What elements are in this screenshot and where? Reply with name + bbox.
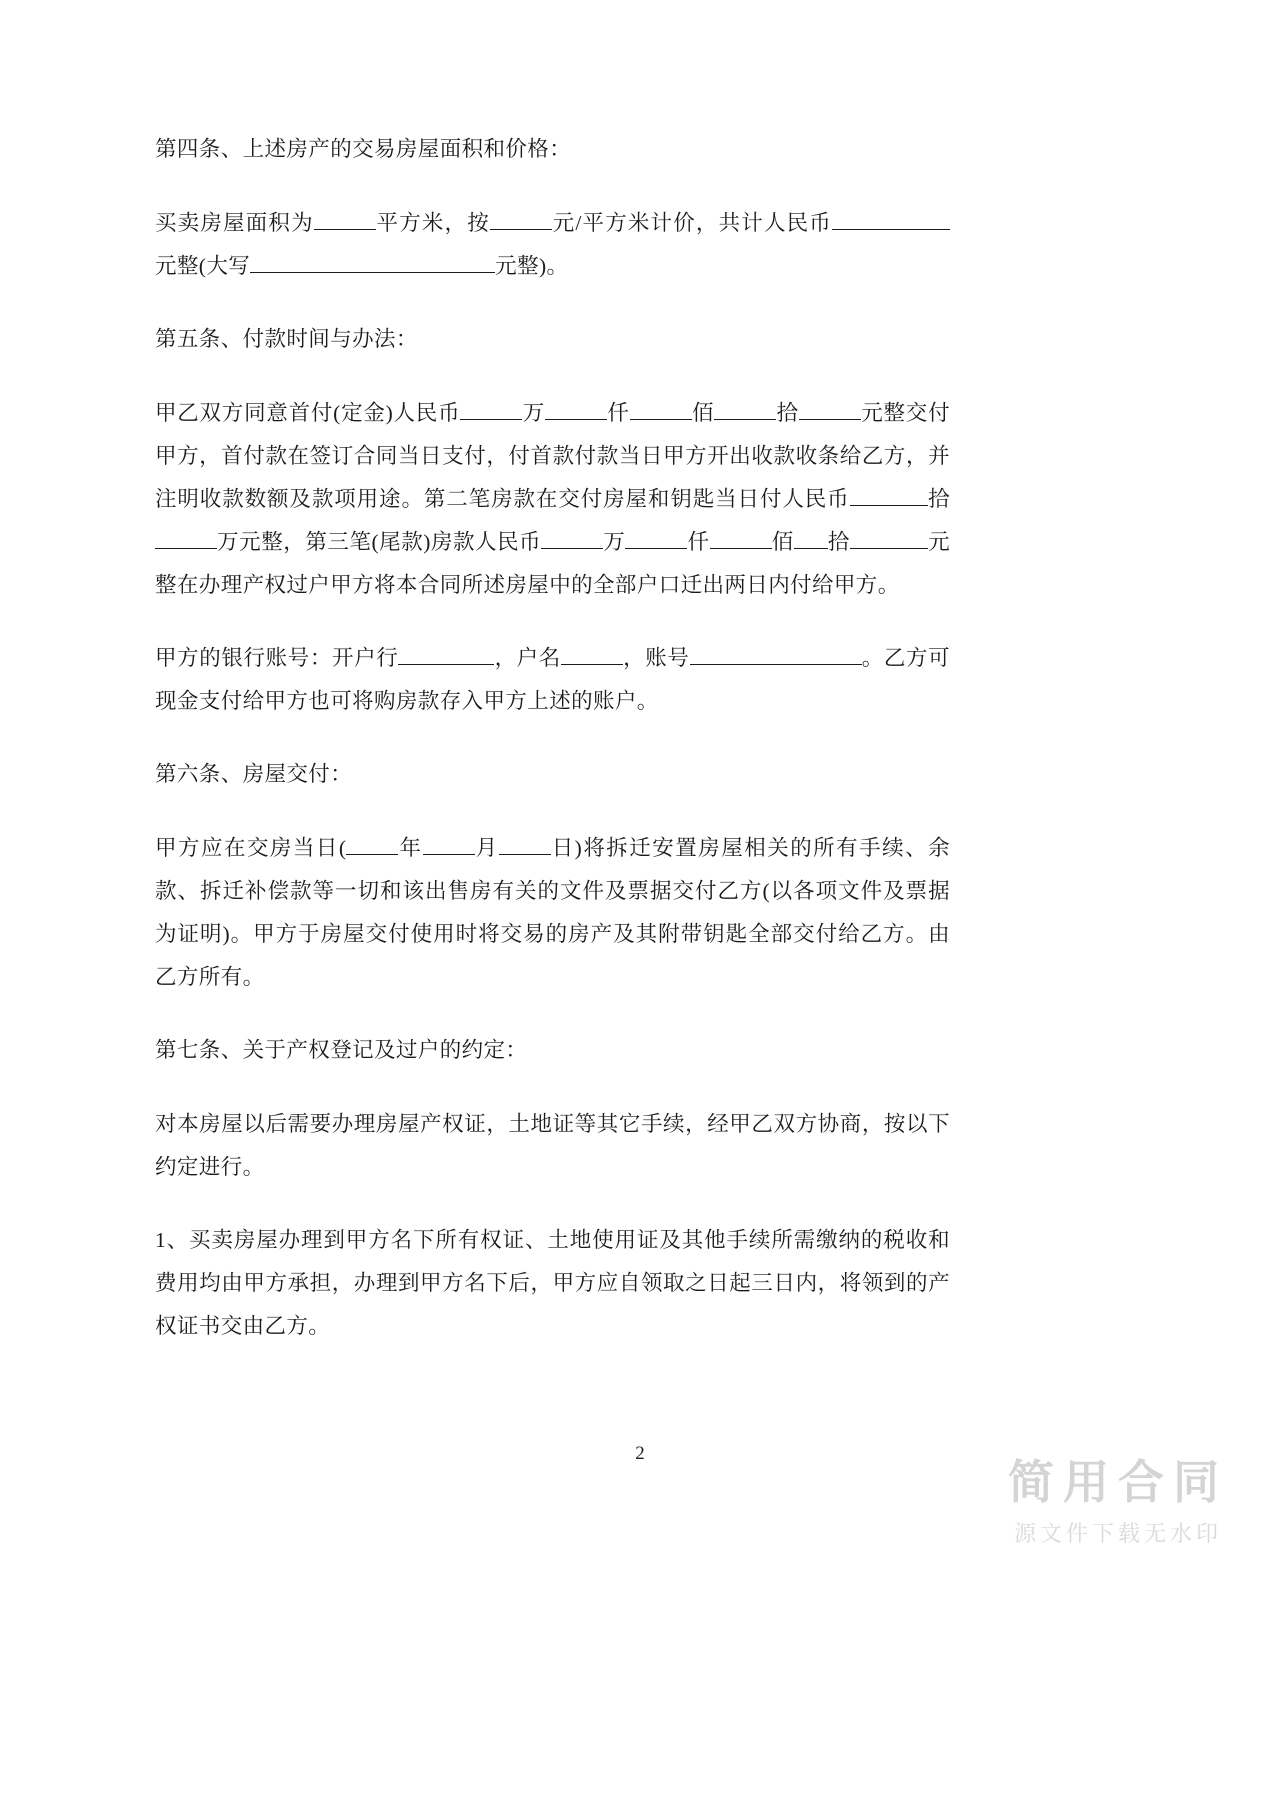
fill-in-blank[interactable] [423,831,475,855]
text-run: 甲乙双方同意首付(定金)人民币 [155,401,461,425]
fill-in-blank[interactable] [630,396,692,420]
fill-in-blank[interactable] [625,525,687,549]
fill-in-blank[interactable] [398,641,494,665]
fill-in-blank[interactable] [346,831,398,855]
text-run: 日)将拆迁安置房屋相关的所有手续、余款、拆迁补偿款等一切和该出售房有关的文件及票据交付乙方(以各项文件及票据为证明)。甲方于房屋交付使用时将交易的房产及其附带钥匙全部交付给乙方。由乙方所有。 [155,836,950,989]
text-run: 月 [474,836,499,860]
text-run: ，账号 [622,646,690,670]
article-7-body: 对本房屋以后需要办理房屋产权证，土地证等其它手续，经甲乙双方协商，按以下约定进行。 [155,1112,950,1179]
document-body [155,128,950,1378]
text-run: 佰 [691,401,715,425]
fill-in-blank[interactable] [690,641,862,665]
fill-in-blank[interactable] [155,525,217,549]
article-7-heading: 第七条、关于产权登记及过户的约定： [155,1038,528,1062]
text-run: ，户名 [494,646,561,670]
text-run: 万 [603,530,626,554]
fill-in-blank[interactable] [850,482,928,506]
fill-in-blank[interactable] [460,396,522,420]
article-6-body [155,827,950,999]
article-4-heading: 第四条、上述房产的交易房屋面积和价格： [155,137,572,161]
fill-in-blank[interactable] [490,206,552,230]
text-run: 买卖房屋面积为 [155,211,314,235]
fill-in-blank[interactable] [541,525,603,549]
fill-in-blank[interactable] [832,206,950,230]
article-6-heading: 第六条、房屋交付： [155,762,353,786]
text-run: 万元整，第三笔(尾款)房款人民币 [217,530,542,554]
article-7-item-1: 1、买卖房屋办理到甲方名下所有权证、土地使用证及其他手续所需缴纳的税收和费用均由甲方承担，办理到甲方名下后，甲方应自领取之日起三日内，将领到的产权证书交由乙方。 [155,1228,950,1338]
text-run: 元整在办理产权过户甲方将本合同所述房屋中的全部户口迁出两日内付给甲方。 [155,530,950,597]
text-run: 拾 [927,487,950,511]
text-run: 。乙方可现金支付给甲方也可将购房款存入甲方上述的账户。 [155,646,951,713]
text-run: 仟 [606,401,630,425]
article-5-heading: 第五条、付款时间与办法： [155,327,418,351]
fill-in-blank[interactable] [250,249,495,273]
fill-in-blank[interactable] [561,641,623,665]
text-run: 元整交付甲方，首付款在签订合同当日支付，付首款付款当日甲方开出收款收条给乙方，并注明收款数额及款项用途。第二笔房款在交付房屋和钥匙当日付人民币 [155,401,950,511]
fill-in-blank[interactable] [314,206,376,230]
watermark [1008,1455,1228,1548]
fill-in-blank[interactable] [710,525,772,549]
text-run: 佰 [771,530,794,554]
text-run: 平方米，按 [375,211,490,235]
fill-in-blank[interactable] [714,396,776,420]
text-run: 甲方应在交房当日( [155,836,347,860]
text-run: 仟 [687,530,710,554]
fill-in-blank[interactable] [799,396,861,420]
watermark-tagline: 源文件下载无水印 [1013,1521,1222,1546]
fill-in-blank[interactable] [499,831,551,855]
page-number: 2 [635,1443,645,1464]
article-5-bank-account [155,637,950,723]
text-run: 元整(大写 [155,254,251,278]
text-run: 万 [522,401,545,425]
article-4-body [155,202,950,288]
text-run: 甲方的银行账号：开户行 [155,646,399,670]
fill-in-blank[interactable] [794,525,828,549]
text-run: 元整)。 [495,254,569,278]
watermark-brand: 简用合同 [1008,1455,1228,1508]
text-run: 拾 [776,401,799,425]
text-run: 元/平方米计价，共计人民币 [551,211,832,235]
article-5-body [155,392,950,607]
fill-in-blank[interactable] [545,396,607,420]
text-run: 年 [398,836,423,860]
text-run: 拾 [827,530,850,554]
fill-in-blank[interactable] [850,525,928,549]
